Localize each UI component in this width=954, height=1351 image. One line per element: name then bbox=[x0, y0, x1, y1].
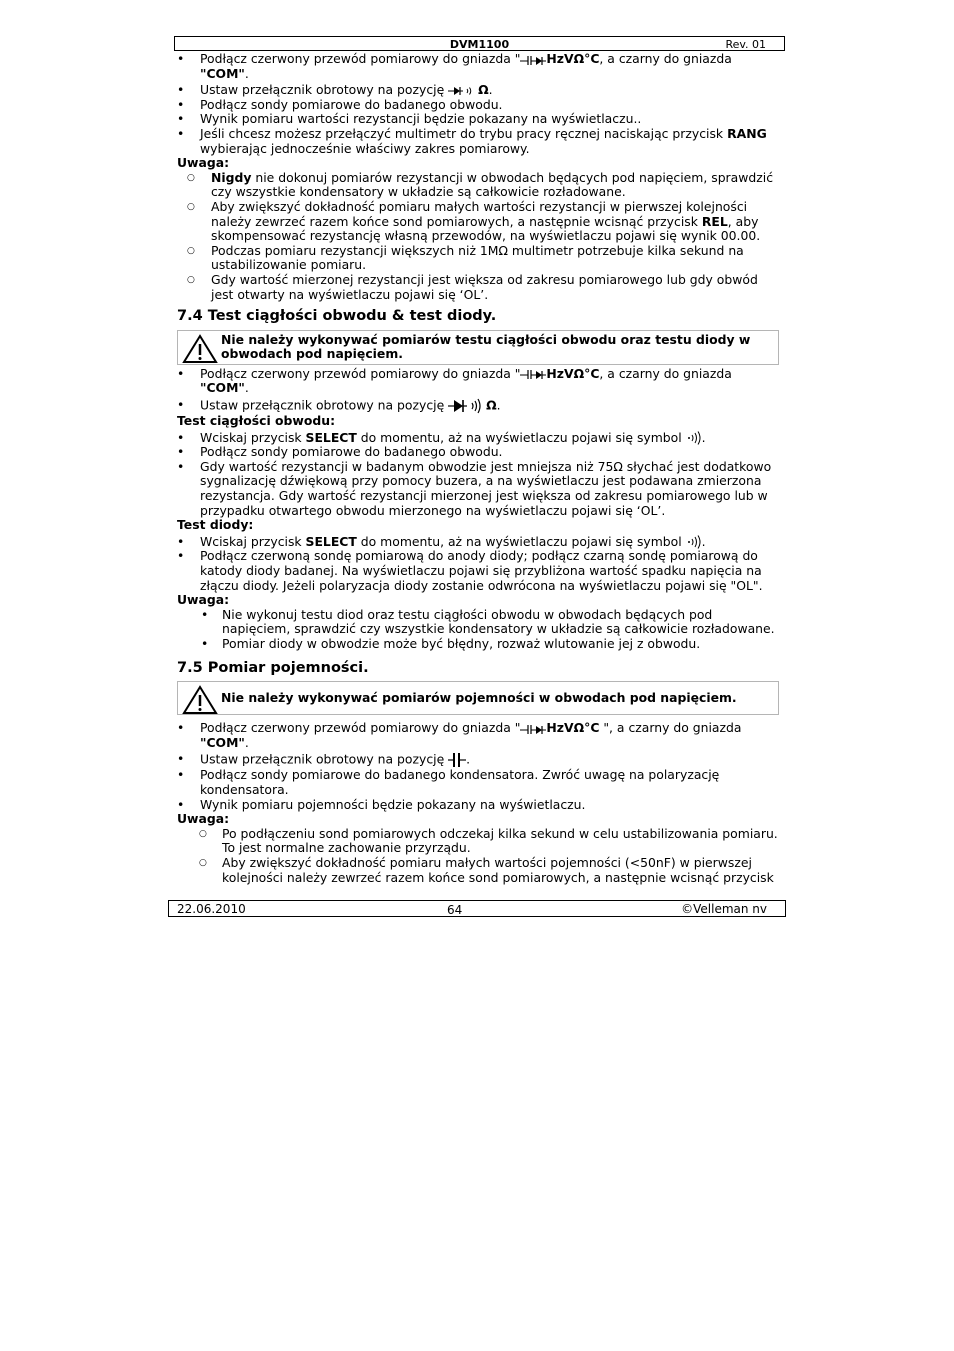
cap-diode-socket-icon bbox=[520, 54, 546, 66]
list-item: • Jeśli chcesz możesz przełączyć multimetr do trybu pracy ręcznej naciskając przycisk RANG wybierając jednocześnie właściwy zakres pomiarowy. bbox=[177, 127, 779, 156]
list-item: • Gdy wartość rezystancji w badanym obwodzie jest mniejsza niż 75Ω słychać jest dodatkowo sygnalizację dźwiękową przy pomocy buzera, a na wyświetlaczu jest podawana zmierzona rezystancja. Gdy wartość rezystancji mierzonej jest większa od zakresu pomiarowego lub w przypadku otwartego obwodu mierzonego na wyświetlaczu pojawi się ‘OL’. bbox=[177, 460, 779, 518]
list-item: • Podłącz czerwoną sondę pomiarową do anody diody; podłącz czarną sondę pomiarową do katody diody badanej. Na wyświetlaczu pojawi się przybliżona wartość spadku napięcia na złączu diody. Jeżeli polaryzacja diody zostanie odwrócona na wyświetlaczu pojawi się "OL". bbox=[177, 549, 779, 593]
list-item: ○ Gdy wartość mierzonej rezystancji jest większa od zakresu pomiarowego lub gdy obwód jest otwarty na wyświetlaczu pojawi się ‘OL’. bbox=[177, 273, 779, 302]
note-label: Uwaga: bbox=[177, 592, 230, 608]
buzzer-icon bbox=[686, 431, 702, 445]
cap-diode-socket-icon bbox=[520, 723, 546, 735]
list-item: • Wynik pomiaru wartości rezystancji będzie pokazany na wyświetlaczu.. bbox=[177, 112, 779, 127]
page-content bbox=[177, 52, 779, 885]
capacitor-icon bbox=[448, 752, 466, 768]
list-item: ○ Podczas pomiaru rezystancji większych niż 1MΩ multimetr potrzebuje kilka sekund na ustabilizowanie pomiaru. bbox=[177, 244, 779, 273]
section-title-7-5: 7.5 Pomiar pojemności. bbox=[177, 659, 369, 676]
list-item: • Nie wykonuj testu diod oraz testu ciągłości obwodu w obwodach będących pod napięciem, sprawdzić czy wszystkie kondensatory w układzie są całkowicie rozładowane. bbox=[177, 608, 779, 637]
list-item: • Podłącz czerwony przewód pomiarowy do gniazda " HzVΩ°C, a czarny do gniazda "COM". bbox=[177, 52, 779, 81]
list-item: ○ Nigdy nie dokonuj pomiarów rezystancji w obwodach będących pod napięciem, sprawdzić czy wszystkie kondensatory w układzie są całkowicie rozładowane. bbox=[177, 171, 779, 200]
list-item: • Pomiar diody w obwodzie może być błędny, rozważ wlutowanie jej z obwodu. bbox=[177, 637, 779, 652]
section-title-7-4: 7.4 Test ciągłości obwodu & test diody. bbox=[177, 308, 497, 325]
list-item: • Podłącz sondy pomiarowe do badanego obwodu. bbox=[177, 445, 779, 460]
page-footer bbox=[168, 900, 786, 917]
page-header bbox=[174, 36, 785, 51]
header-revision: Rev. 01 bbox=[725, 38, 766, 51]
warning-text: Nie należy wykonywać pomiarów testu ciągłości obwodu oraz testu diody w obwodach pod napięciem. bbox=[221, 331, 751, 362]
subsection-label: Test diody: bbox=[177, 517, 254, 533]
list-item: ○ Aby zwiększyć dokładność pomiaru małych wartości rezystancji w pierwszej kolejności należy zewrzeć razem końce sond pomiarowych, a następnie wcisnąć przycisk REL, aby skompensować rezystancję własną przewodów, na wyświetlaczu pojawi się wynik 00.00. bbox=[177, 200, 779, 244]
warning-text: Nie należy wykonywać pomiarów pojemności w obwodach pod napięciem. bbox=[221, 689, 737, 705]
note-label: Uwaga: bbox=[177, 811, 230, 827]
list-item: • Podłącz sondy pomiarowe do badanego obwodu. bbox=[177, 98, 779, 113]
list-item: • Wciskaj przycisk SELECT do momentu, aż na wyświetlaczu pojawi się symbol . bbox=[177, 431, 779, 446]
list-item: • Ustaw przełącznik obrotowy na pozycję Ω. bbox=[177, 83, 779, 98]
header-model: DVM1100 bbox=[449, 38, 510, 51]
list-item: ○ Po podłączeniu sond pomiarowych odczekaj kilka sekund w celu ustabilizowania pomiaru. To jest normalne zachowanie przyrządu. bbox=[177, 827, 779, 856]
footer-date: 22.06.2010 bbox=[177, 902, 246, 916]
list-item: • Podłącz sondy pomiarowe do badanego kondensatora. Zwróć uwagę na polaryzację kondensatora. bbox=[177, 768, 779, 797]
note-label: Uwaga: bbox=[177, 155, 230, 171]
subsection-label: Test ciągłości obwodu: bbox=[177, 413, 336, 429]
list-item: • Wynik pomiaru pojemności będzie pokazany na wyświetlaczu. bbox=[177, 798, 779, 813]
diode-buzzer-icon bbox=[448, 398, 482, 414]
cap-diode-socket-icon bbox=[520, 368, 546, 380]
page-number: 64 bbox=[447, 903, 463, 917]
list-item: • Ustaw przełącznik obrotowy na pozycję . bbox=[177, 752, 779, 768]
warning-triangle-icon bbox=[182, 334, 218, 364]
list-item: ○ Aby zwiększyć dokładność pomiaru małych wartości pojemności (<50nF) w pierwszej kolejności należy zewrzeć razem końce sond pomiarowych, a następnie wcisnąć przycisk bbox=[177, 856, 779, 885]
warning-box bbox=[177, 330, 779, 365]
diode-buzzer-icon bbox=[448, 85, 474, 97]
warning-triangle-icon bbox=[182, 685, 218, 715]
footer-copyright: ©Velleman nv bbox=[681, 902, 767, 916]
list-item: • Podłącz czerwony przewód pomiarowy do gniazda " HzVΩ°C, a czarny do gniazda "COM". bbox=[177, 367, 779, 396]
list-item: • Ustaw przełącznik obrotowy na pozycję Ω. bbox=[177, 398, 779, 414]
list-item: • Wciskaj przycisk SELECT do momentu, aż na wyświetlaczu pojawi się symbol . bbox=[177, 535, 779, 550]
buzzer-icon bbox=[686, 535, 702, 549]
list-item: • Podłącz czerwony przewód pomiarowy do gniazda " HzVΩ°C ", a czarny do gniazda "COM". bbox=[177, 721, 779, 750]
warning-box bbox=[177, 681, 779, 715]
